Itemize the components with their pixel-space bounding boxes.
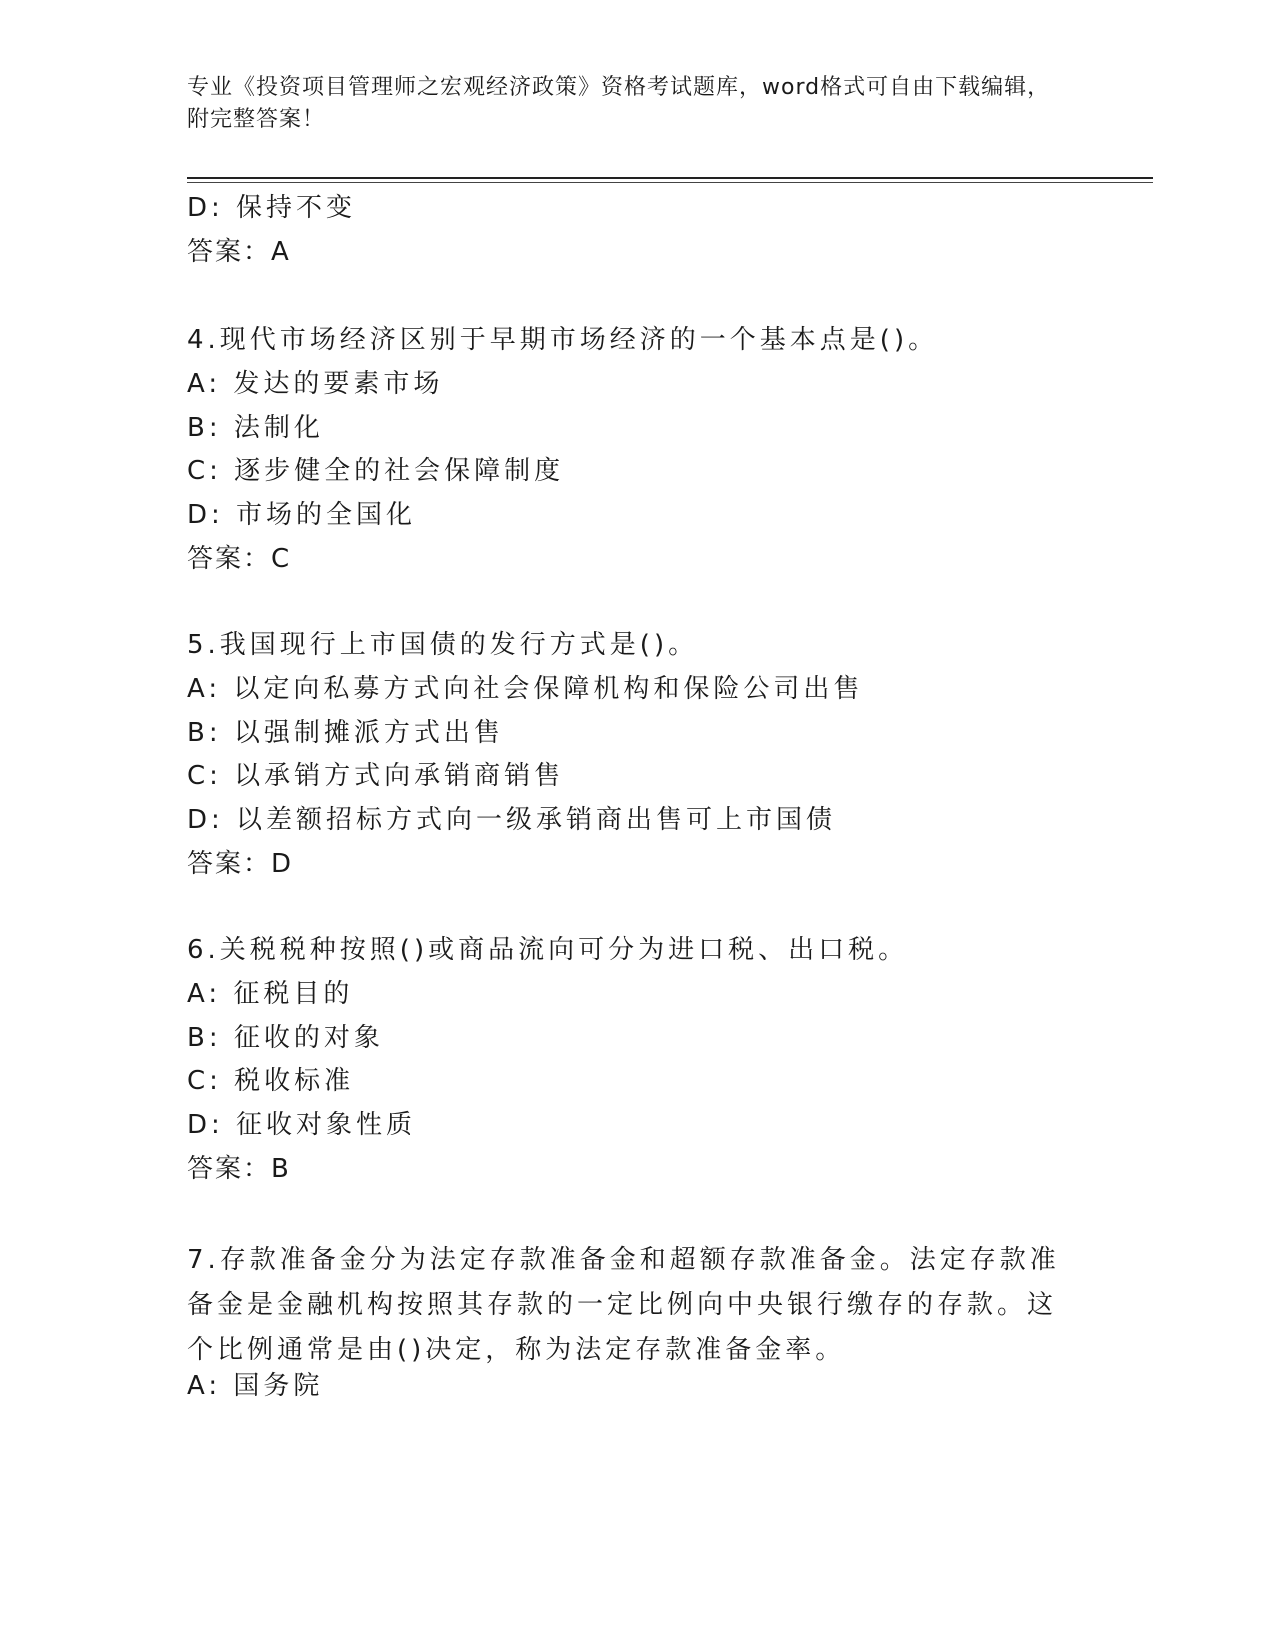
answer: 答案：B (187, 1154, 291, 1184)
option-b: B: 法制化 (187, 413, 324, 443)
option-d: D: 市场的全国化 (187, 500, 417, 530)
option-d: D: 征收对象性质 (187, 1110, 417, 1140)
option-d: D: 以差额招标方式向一级承销商出售可上市国债 (187, 805, 837, 835)
question-stem: 6.关税税种按照()或商品流向可分为进口税、出口税。 (187, 935, 909, 965)
option-c: C: 以承销方式向承销商销售 (187, 761, 565, 791)
answer: 答案：C (187, 544, 292, 574)
option-b: B: 征收的对象 (187, 1023, 384, 1053)
option-c: C: 税收标准 (187, 1066, 355, 1096)
option-d: D: 保持不变 (187, 193, 357, 223)
option-b: B: 以强制摊派方式出售 (187, 718, 504, 748)
option-a: A: 征税目的 (187, 979, 354, 1009)
option-a: A: 发达的要素市场 (187, 369, 444, 399)
option-a: A: 国务院 (187, 1371, 324, 1401)
question-stem: 5.我国现行上市国债的发行方式是()。 (187, 630, 699, 660)
answer: 答案：D (187, 849, 294, 879)
question-stem: 4.现代市场经济区别于早期市场经济的一个基本点是()。 (187, 325, 939, 355)
document-header: 专业《投资项目管理师之宏观经济政策》资格考试题库，word格式可自由下载编辑，附完整答案！ (187, 75, 1051, 132)
answer: 答案：A (187, 237, 291, 267)
option-c: C: 逐步健全的社会保障制度 (187, 456, 565, 486)
header-rule-thin (187, 182, 1153, 183)
option-a: A: 以定向私募方式向社会保障机构和保险公司出售 (187, 674, 864, 704)
header-rule-thick (187, 177, 1153, 179)
question-stem: 7.存款准备金分为法定存款准备金和超额存款准备金。法定存款准备金是金融机构按照其存款的一定比例向中央银行缴存的存款。这个比例通常是由()决定，称为法定存款准备金率。 (187, 1245, 1060, 1365)
